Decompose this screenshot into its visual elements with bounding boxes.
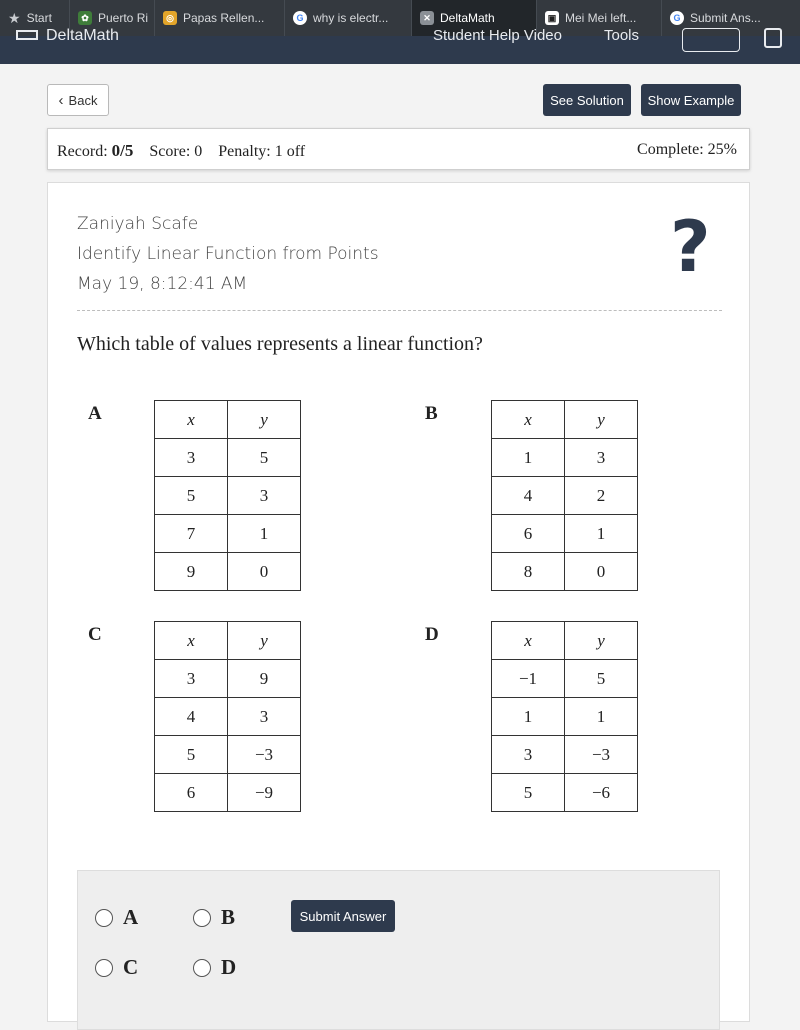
cell-y: 1 xyxy=(228,515,301,553)
table-row xyxy=(155,515,301,553)
cell-x: 5 xyxy=(155,736,228,774)
choice-b-label: B xyxy=(221,905,236,929)
header-x: x xyxy=(492,401,565,439)
calculator-icon[interactable] xyxy=(682,28,740,52)
tab-label: DeltaMath xyxy=(440,11,495,25)
table-row xyxy=(492,553,638,591)
penalty-value: 1 off xyxy=(274,143,306,160)
tab-label: Submit Ans... xyxy=(690,11,761,25)
radio-d[interactable] xyxy=(193,959,211,977)
star-icon: ★ xyxy=(8,9,21,26)
tab-label: why is electr... xyxy=(313,11,389,25)
submit-answer-button[interactable]: Submit Answer xyxy=(291,900,395,932)
table-row xyxy=(155,736,301,774)
site-favicon: ✿ xyxy=(78,11,92,25)
table-row xyxy=(492,774,638,812)
header-y: y xyxy=(565,401,638,439)
table-row xyxy=(492,515,638,553)
cell-y: 9 xyxy=(228,660,301,698)
score-value: 0 xyxy=(194,143,203,160)
cell-x: 6 xyxy=(492,515,565,553)
answer-panel xyxy=(77,870,720,1030)
student-name: Zaniyah Scafe xyxy=(77,214,199,234)
cell-x: 3 xyxy=(155,439,228,477)
choice-d-label: D xyxy=(221,955,237,979)
back-button[interactable] xyxy=(47,84,109,116)
tab-label: Start xyxy=(26,11,52,25)
cell-y: 3 xyxy=(228,477,301,515)
site-favicon: ▣ xyxy=(545,11,559,25)
back-label: Back xyxy=(68,92,98,108)
choice-b[interactable] xyxy=(193,905,235,930)
cell-y: 0 xyxy=(565,553,638,591)
table-header-row xyxy=(155,622,301,660)
header-x: x xyxy=(155,622,228,660)
record-bar xyxy=(47,128,750,170)
logout-icon[interactable] xyxy=(764,28,782,48)
problem-meta xyxy=(77,209,379,299)
radio-b[interactable] xyxy=(193,909,211,927)
tab-label: Papas Rellen... xyxy=(183,11,265,25)
cell-x: 1 xyxy=(492,698,565,736)
cell-y: 5 xyxy=(565,660,638,698)
cell-y: −9 xyxy=(228,774,301,812)
cell-y: −3 xyxy=(565,736,638,774)
cell-y: 1 xyxy=(565,515,638,553)
cell-y: 5 xyxy=(228,439,301,477)
choice-c-label: C xyxy=(123,955,139,979)
table-row xyxy=(492,736,638,774)
header-x: x xyxy=(492,622,565,660)
cell-x: 8 xyxy=(492,553,565,591)
option-c-label: C xyxy=(88,624,102,645)
table-row xyxy=(155,698,301,736)
table-row xyxy=(492,698,638,736)
cell-y: −6 xyxy=(565,774,638,812)
header-y: y xyxy=(228,401,301,439)
divider xyxy=(77,310,722,311)
table-row xyxy=(155,660,301,698)
cell-x: 5 xyxy=(155,477,228,515)
choice-d[interactable] xyxy=(193,955,236,980)
header-x: x xyxy=(155,401,228,439)
see-solution-button[interactable]: See Solution xyxy=(543,84,631,116)
complete-value: 25% xyxy=(707,141,737,158)
deltamath-logo-icon xyxy=(16,30,38,40)
cell-x: 4 xyxy=(155,698,228,736)
tab-papas-rellenas[interactable] xyxy=(155,0,285,36)
radio-a[interactable] xyxy=(95,909,113,927)
table-header-row xyxy=(155,401,301,439)
table-row xyxy=(492,439,638,477)
table-row xyxy=(155,477,301,515)
table-row xyxy=(492,660,638,698)
brand-logo[interactable]: DeltaMath xyxy=(46,27,119,44)
cell-x: 9 xyxy=(155,553,228,591)
score-label: Score: xyxy=(149,143,191,160)
choice-c[interactable] xyxy=(95,955,138,980)
google-icon: G xyxy=(670,11,684,25)
cell-x: 4 xyxy=(492,477,565,515)
tab-google-search[interactable] xyxy=(285,0,412,36)
cell-x: 6 xyxy=(155,774,228,812)
cell-y: 3 xyxy=(565,439,638,477)
problem-topic: Identify Linear Function from Points xyxy=(77,244,379,264)
cell-x: −1 xyxy=(492,660,565,698)
show-example-button[interactable]: Show Example xyxy=(641,84,741,116)
table-option-b xyxy=(491,400,638,591)
question-text: Which table of values represents a linear function? xyxy=(77,333,483,355)
cell-y: −3 xyxy=(228,736,301,774)
table-header-row xyxy=(492,622,638,660)
browser-tab-bar xyxy=(0,0,800,36)
app-navbar xyxy=(0,27,800,64)
cell-y: 3 xyxy=(228,698,301,736)
penalty-label: Penalty: xyxy=(218,143,271,160)
option-d-label: D xyxy=(425,624,439,645)
tools-menu[interactable]: Tools xyxy=(604,27,640,44)
cell-x: 5 xyxy=(492,774,565,812)
cell-y: 2 xyxy=(565,477,638,515)
deltamath-icon: ✕ xyxy=(420,11,434,25)
chevron-left-icon: ‹ xyxy=(58,91,64,109)
record-label: Record: xyxy=(57,143,108,160)
table-option-d xyxy=(491,621,638,812)
record-value: 0/5 xyxy=(111,141,134,160)
table-row xyxy=(155,439,301,477)
complete-label: Complete: xyxy=(637,141,704,158)
choice-a[interactable] xyxy=(95,905,138,930)
cell-x: 1 xyxy=(492,439,565,477)
header-y: y xyxy=(565,622,638,660)
table-row xyxy=(155,553,301,591)
cell-x: 3 xyxy=(155,660,228,698)
google-icon: G xyxy=(293,11,307,25)
choice-a-label: A xyxy=(123,905,139,929)
table-row xyxy=(155,774,301,812)
option-a-label: A xyxy=(88,403,102,424)
table-option-c xyxy=(154,621,301,812)
tab-label: Mei Mei left... xyxy=(565,11,637,25)
cell-y: 1 xyxy=(565,698,638,736)
help-video-link[interactable]: Student Help Video xyxy=(433,27,562,44)
option-b-label: B xyxy=(425,403,438,424)
table-row xyxy=(492,477,638,515)
cell-y: 0 xyxy=(228,553,301,591)
header-y: y xyxy=(228,622,301,660)
radio-c[interactable] xyxy=(95,959,113,977)
help-question-icon[interactable]: ? xyxy=(670,206,711,288)
problem-timestamp: May 19, 8:12:41 AM xyxy=(77,274,248,294)
cell-x: 3 xyxy=(492,736,565,774)
table-option-a xyxy=(154,400,301,591)
tab-label: Puerto Ri xyxy=(98,11,149,25)
site-favicon: ◎ xyxy=(163,11,177,25)
table-header-row xyxy=(492,401,638,439)
cell-x: 7 xyxy=(155,515,228,553)
